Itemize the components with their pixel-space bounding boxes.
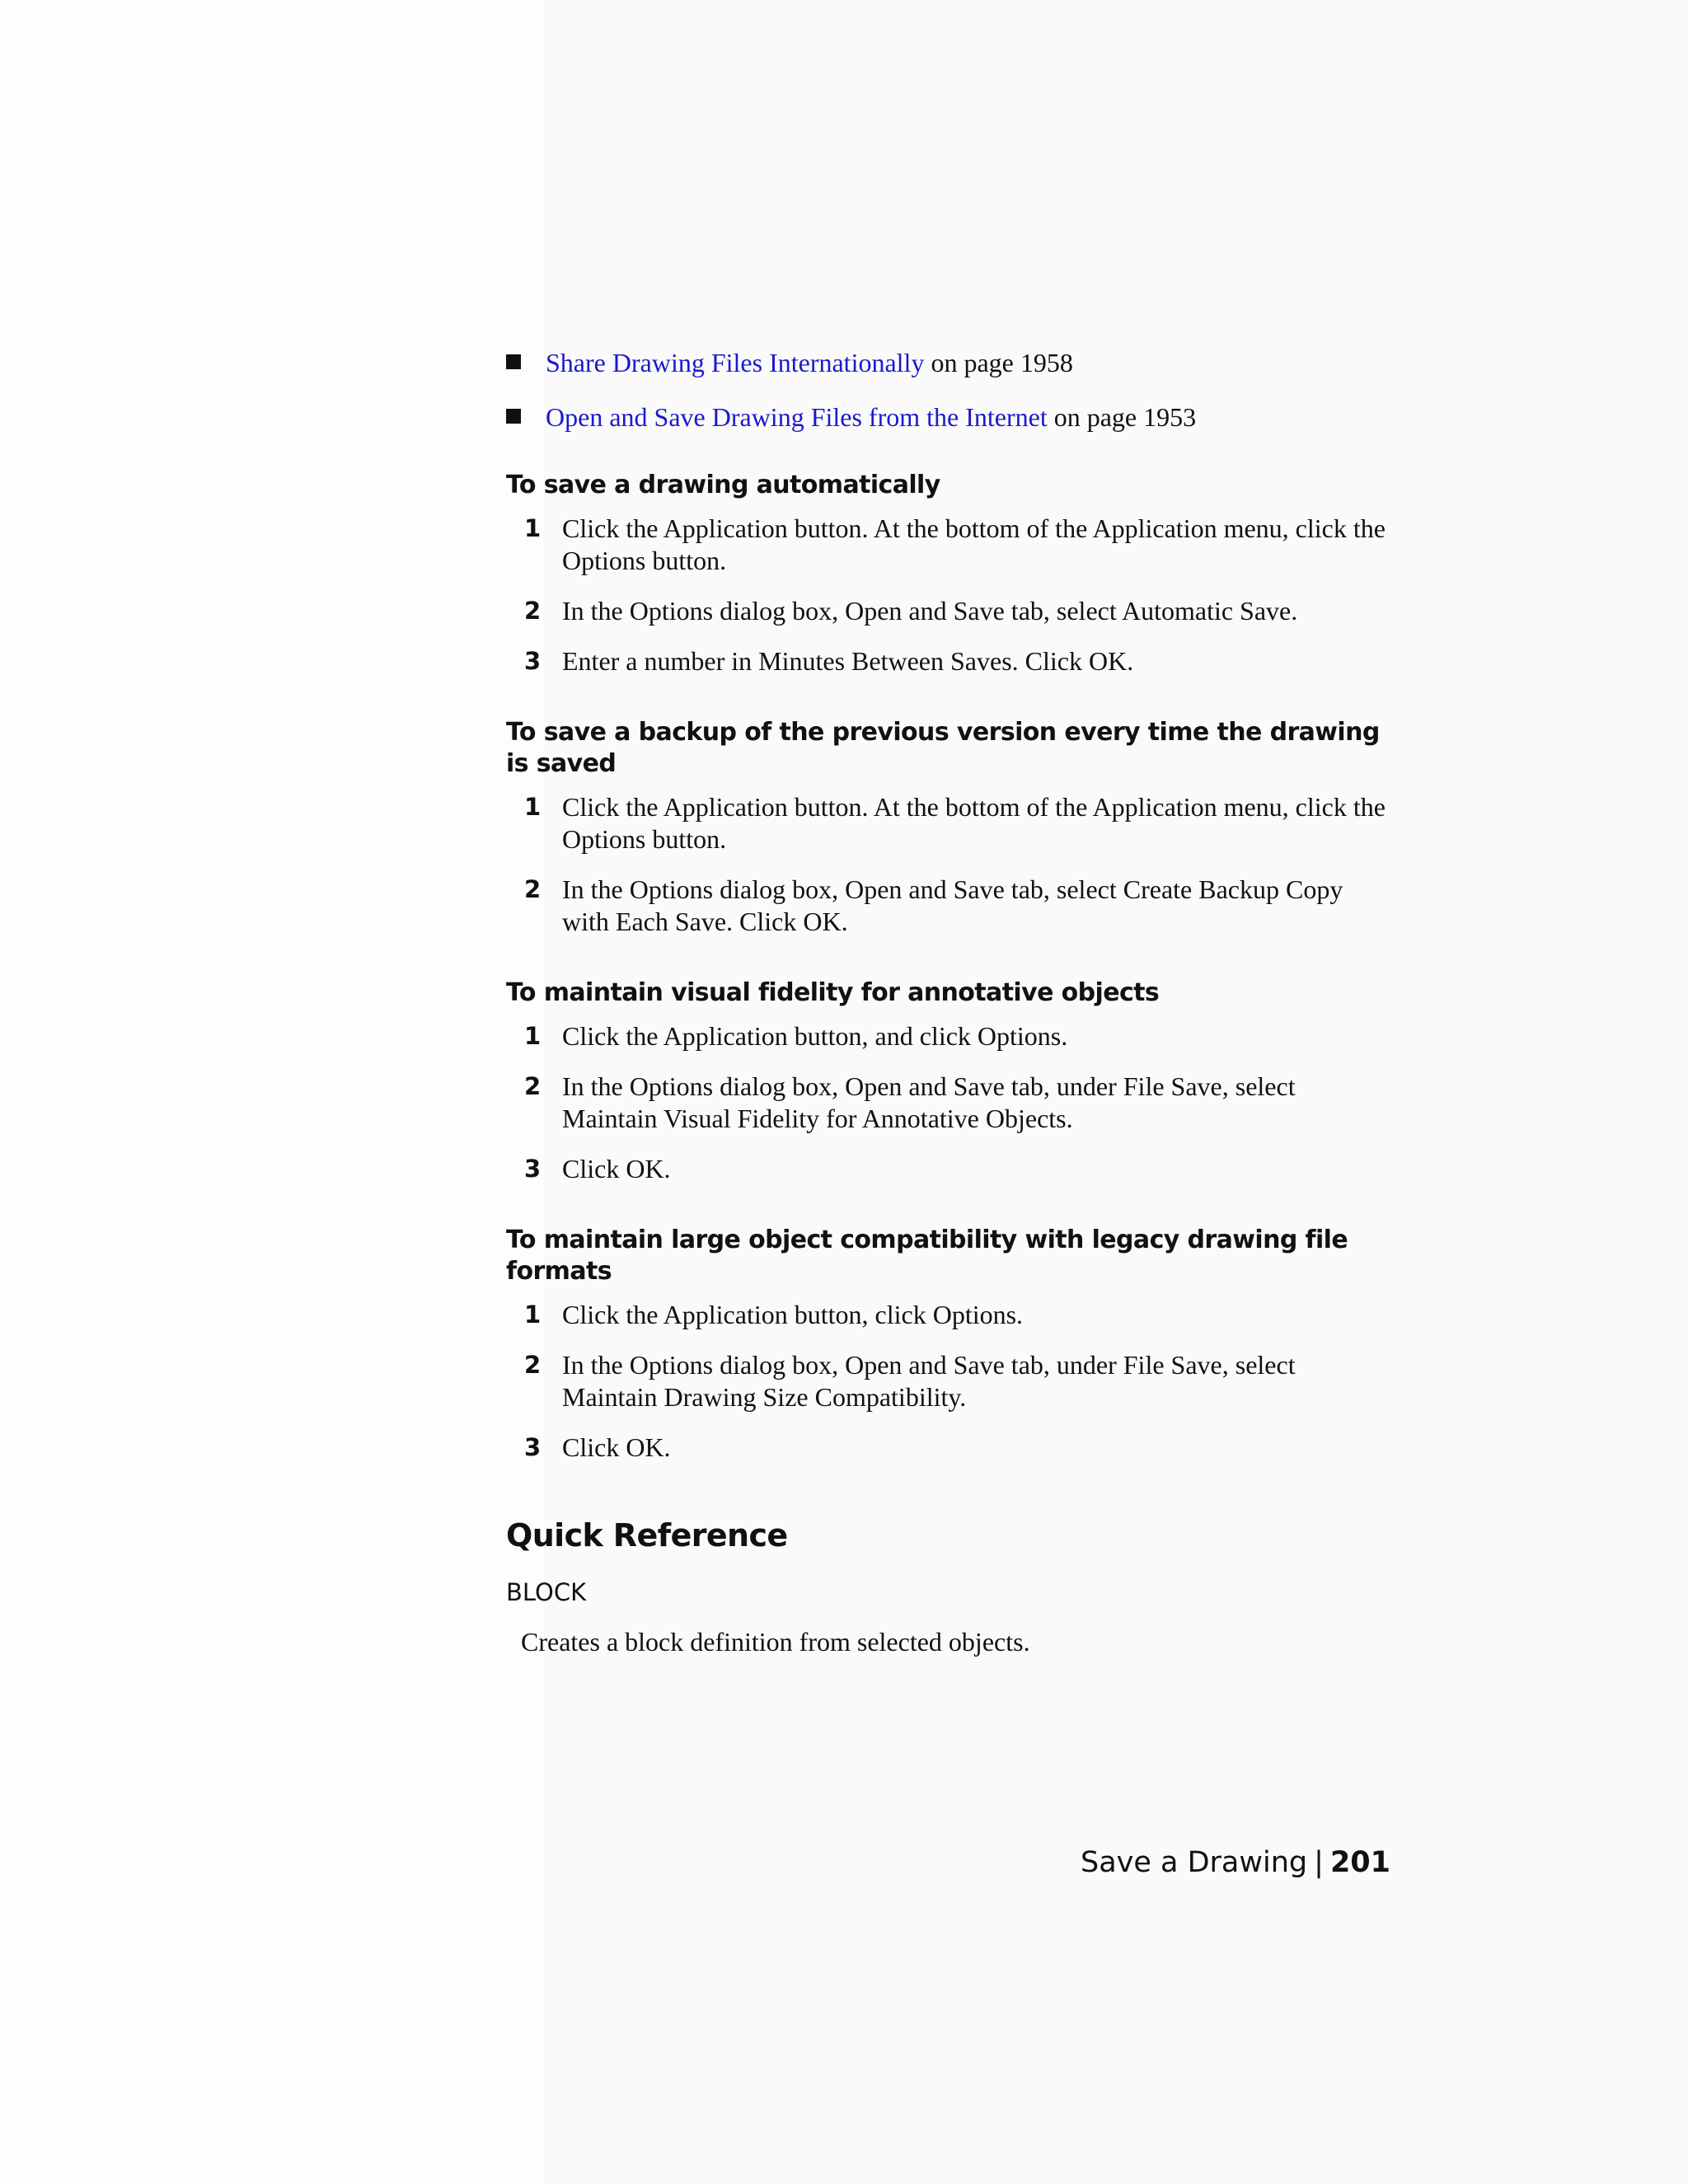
step-text: Click the Application button, and click Options. — [562, 1021, 1068, 1051]
quick-reference-heading: Quick Reference — [506, 1517, 788, 1554]
step-number: 1 — [524, 1022, 542, 1050]
step-number: 2 — [524, 1072, 542, 1100]
related-links-list — [506, 346, 1396, 434]
procedure-step — [506, 645, 1396, 677]
square-bullet-icon — [506, 409, 521, 424]
step-text: Click the Application button, click Options. — [562, 1300, 1024, 1329]
procedure — [506, 470, 1396, 677]
step-number: 3 — [524, 1433, 542, 1461]
step-text: In the Options dialog box, Open and Save tab, select Automatic Save. — [562, 596, 1298, 626]
step-number: 3 — [524, 1155, 542, 1183]
page-number: 201 — [1329, 1846, 1390, 1879]
page-footer — [1081, 1844, 1390, 1881]
procedure-step — [506, 1071, 1396, 1135]
procedure-steps — [506, 1299, 1396, 1464]
page-content — [506, 346, 1396, 1658]
step-text: In the Options dialog box, Open and Save tab, select Create Backup Copy with Each Save. Click OK. — [562, 874, 1343, 936]
quick-reference-section — [506, 1516, 1396, 1658]
step-text: In the Options dialog box, Open and Save tab, under File Save, select Maintain Drawing Size Compatibility. — [562, 1350, 1296, 1412]
footer-section-title: Save a Drawing — [1080, 1846, 1308, 1879]
procedure-step — [506, 1153, 1396, 1185]
procedure-step — [506, 595, 1396, 627]
procedure — [506, 977, 1396, 1185]
step-text: Click the Application button. At the bottom of the Application menu, click the Options button. — [562, 792, 1386, 854]
step-text: In the Options dialog box, Open and Save tab, under File Save, select Maintain Visual Fidelity for Annotative Objects. — [562, 1071, 1296, 1133]
page-reference: on page 1953 — [1047, 402, 1197, 432]
command-name: BLOCK — [506, 1578, 587, 1606]
step-number: 2 — [524, 1351, 542, 1379]
related-link-item — [506, 401, 1396, 434]
procedure-step — [506, 1349, 1396, 1413]
page-reference: on page 1958 — [924, 348, 1073, 377]
step-text: Click OK. — [562, 1432, 671, 1462]
step-number: 1 — [524, 793, 542, 821]
procedure-step — [506, 513, 1396, 577]
step-number: 2 — [524, 875, 542, 903]
procedure-title: To save a backup of the previous version every time the drawing is saved — [506, 718, 1380, 778]
procedure-step — [506, 874, 1396, 938]
related-link[interactable]: Open and Save Drawing Files from the Internet — [546, 402, 1048, 432]
procedure-title: To maintain visual fidelity for annotative objects — [506, 978, 1160, 1007]
square-bullet-icon — [506, 354, 521, 369]
step-number: 2 — [524, 597, 542, 625]
step-number: 3 — [524, 647, 542, 675]
procedure — [506, 717, 1396, 938]
procedure-step — [506, 791, 1396, 855]
procedure-title: To save a drawing automatically — [506, 471, 940, 499]
procedure-step — [506, 1432, 1396, 1464]
procedure-steps — [506, 513, 1396, 677]
step-text: Enter a number in Minutes Between Saves. Click OK. — [562, 646, 1134, 676]
related-link[interactable]: Share Drawing Files Internationally — [546, 348, 925, 377]
step-text: Click the Application button. At the bottom of the Application menu, click the Options button. — [562, 513, 1386, 575]
procedure-steps — [506, 791, 1396, 938]
procedure-step — [506, 1299, 1396, 1331]
procedure-step — [506, 1020, 1396, 1052]
footer-separator: | — [1314, 1846, 1324, 1879]
related-link-item — [506, 346, 1396, 379]
procedure — [506, 1225, 1396, 1464]
procedure-title: To maintain large object compatibility with legacy drawing file formats — [506, 1226, 1348, 1286]
step-number: 1 — [524, 1301, 542, 1329]
command-description: Creates a block definition from selected objects. — [521, 1627, 1030, 1657]
step-number: 1 — [524, 514, 542, 542]
step-text: Click OK. — [562, 1154, 671, 1183]
procedure-steps — [506, 1020, 1396, 1185]
